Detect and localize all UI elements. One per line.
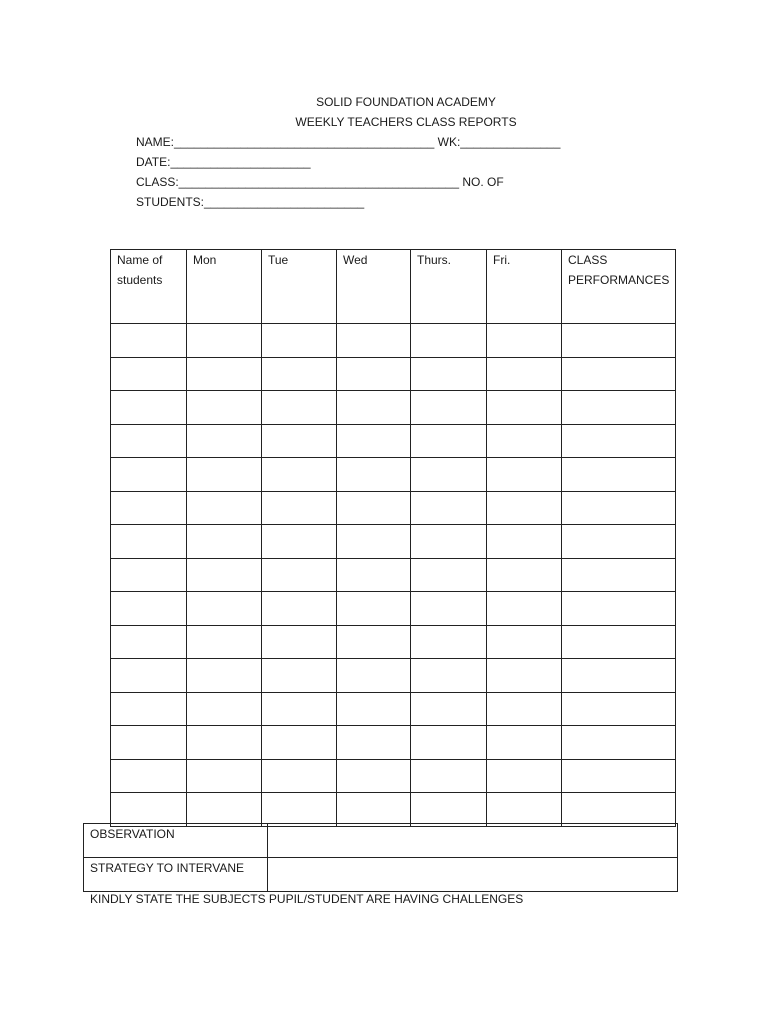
footer-note: KINDLY STATE THE SUBJECTS PUPIL/STUDENT ARE HAVING CHALLENGES [90,892,524,906]
table-cell[interactable] [111,625,187,659]
table-cell[interactable] [187,793,262,827]
table-cell[interactable] [487,525,562,559]
table-row [111,793,676,827]
table-cell[interactable] [487,458,562,492]
table-cell[interactable] [337,491,411,525]
table-cell[interactable] [487,357,562,391]
table-cell[interactable] [411,525,487,559]
table-cell[interactable] [111,357,187,391]
table-cell[interactable] [187,324,262,358]
table-cell[interactable] [337,525,411,559]
report-title: WEEKLY TEACHERS CLASS REPORTS [295,115,517,129]
strategy-label: STRATEGY TO INTERVANE [84,858,268,892]
table-cell[interactable] [262,659,337,693]
table-cell[interactable] [562,491,676,525]
table-cell[interactable] [111,692,187,726]
table-cell[interactable] [562,424,676,458]
table-row [111,525,676,559]
table-cell[interactable] [337,558,411,592]
table-row [111,491,676,525]
table-cell[interactable] [187,357,262,391]
table-cell[interactable] [562,458,676,492]
table-cell[interactable] [187,726,262,760]
table-row [111,726,676,760]
table-cell[interactable] [337,357,411,391]
table-cell[interactable] [487,793,562,827]
table-cell[interactable] [337,458,411,492]
table-cell[interactable] [262,558,337,592]
table-cell[interactable] [337,625,411,659]
class-line: CLASS:__________________________________________ NO. OF [136,175,504,189]
col-header-fri: Fri. [487,250,562,324]
table-cell[interactable] [487,424,562,458]
table-cell[interactable] [111,592,187,626]
table-cell[interactable] [111,424,187,458]
table-cell[interactable] [562,558,676,592]
table-cell[interactable] [262,592,337,626]
table-cell[interactable] [562,726,676,760]
table-cell[interactable] [262,391,337,425]
table-cell[interactable] [487,491,562,525]
table-cell[interactable] [562,592,676,626]
table-cell[interactable] [262,357,337,391]
table-cell[interactable] [111,726,187,760]
date-line: DATE:_____________________ [136,155,311,169]
attendance-table [110,249,676,827]
table-header-row [111,250,676,324]
table-row [111,592,676,626]
table-cell[interactable] [111,793,187,827]
table-cell[interactable] [487,726,562,760]
name-wk-line: NAME:_______________________________________ WK:_______________ [136,135,561,149]
table-cell[interactable] [187,759,262,793]
col-header-tue: Tue [262,250,337,324]
col-header-name: Name of students [111,250,187,324]
table-cell[interactable] [111,324,187,358]
table-cell[interactable] [337,592,411,626]
table-cell[interactable] [487,391,562,425]
table-cell[interactable] [562,793,676,827]
table-cell[interactable] [411,659,487,693]
table-cell[interactable] [187,391,262,425]
table-cell[interactable] [411,357,487,391]
strategy-field[interactable] [268,858,678,892]
table-row [111,391,676,425]
table-row [111,625,676,659]
table-cell[interactable] [487,558,562,592]
table-cell[interactable] [111,759,187,793]
table-row [111,558,676,592]
table-cell[interactable] [262,324,337,358]
observation-row [84,824,678,858]
table-row [111,759,676,793]
table-cell[interactable] [411,491,487,525]
table-cell[interactable] [111,491,187,525]
table-cell[interactable] [187,458,262,492]
observation-table [83,823,678,892]
table-cell[interactable] [411,692,487,726]
table-row [111,357,676,391]
table-cell[interactable] [487,659,562,693]
table-cell[interactable] [111,391,187,425]
table-cell[interactable] [411,558,487,592]
table-cell[interactable] [187,424,262,458]
table-cell[interactable] [411,759,487,793]
table-cell[interactable] [411,625,487,659]
table-cell[interactable] [111,659,187,693]
table-cell[interactable] [262,793,337,827]
table-cell[interactable] [337,793,411,827]
table-cell[interactable] [262,726,337,760]
table-cell[interactable] [562,324,676,358]
table-cell[interactable] [337,391,411,425]
table-cell[interactable] [411,592,487,626]
table-row [111,458,676,492]
table-cell[interactable] [337,424,411,458]
table-cell[interactable] [487,692,562,726]
table-cell[interactable] [187,659,262,693]
strategy-row [84,858,678,892]
table-cell[interactable] [337,759,411,793]
observation-field[interactable] [268,824,678,858]
col-header-thurs: Thurs. [411,250,487,324]
table-cell[interactable] [562,659,676,693]
table-row [111,692,676,726]
table-cell[interactable] [562,759,676,793]
table-cell[interactable] [411,324,487,358]
table-cell[interactable] [411,424,487,458]
table-row [111,424,676,458]
observation-label: OBSERVATION [84,824,268,858]
table-cell[interactable] [562,692,676,726]
table-cell[interactable] [111,525,187,559]
table-cell[interactable] [111,458,187,492]
table-cell[interactable] [337,659,411,693]
table-cell[interactable] [487,324,562,358]
table-cell[interactable] [187,592,262,626]
table-cell[interactable] [562,525,676,559]
table-cell[interactable] [562,625,676,659]
table-cell[interactable] [187,525,262,559]
table-cell[interactable] [262,458,337,492]
table-cell[interactable] [187,558,262,592]
table-cell[interactable] [262,491,337,525]
students-line: STUDENTS:________________________ [136,195,365,209]
table-cell[interactable] [337,726,411,760]
table-row [111,659,676,693]
table-cell[interactable] [187,625,262,659]
table-cell[interactable] [187,692,262,726]
table-cell[interactable] [262,759,337,793]
table-cell[interactable] [262,625,337,659]
table-cell[interactable] [411,726,487,760]
table-cell[interactable] [187,491,262,525]
table-cell[interactable] [562,391,676,425]
table-cell[interactable] [487,759,562,793]
table-cell[interactable] [487,625,562,659]
col-header-performance: CLASS PERFORMANCES [562,250,676,324]
table-cell[interactable] [337,324,411,358]
table-cell[interactable] [562,357,676,391]
table-cell[interactable] [111,558,187,592]
school-title: SOLID FOUNDATION ACADEMY [316,95,496,109]
table-cell[interactable] [262,525,337,559]
table-cell[interactable] [411,458,487,492]
table-cell[interactable] [262,692,337,726]
col-header-mon: Mon [187,250,262,324]
col-header-wed: Wed [337,250,411,324]
table-cell[interactable] [411,391,487,425]
table-row [111,324,676,358]
table-cell[interactable] [262,424,337,458]
table-cell[interactable] [337,692,411,726]
table-cell[interactable] [411,793,487,827]
table-cell[interactable] [487,592,562,626]
